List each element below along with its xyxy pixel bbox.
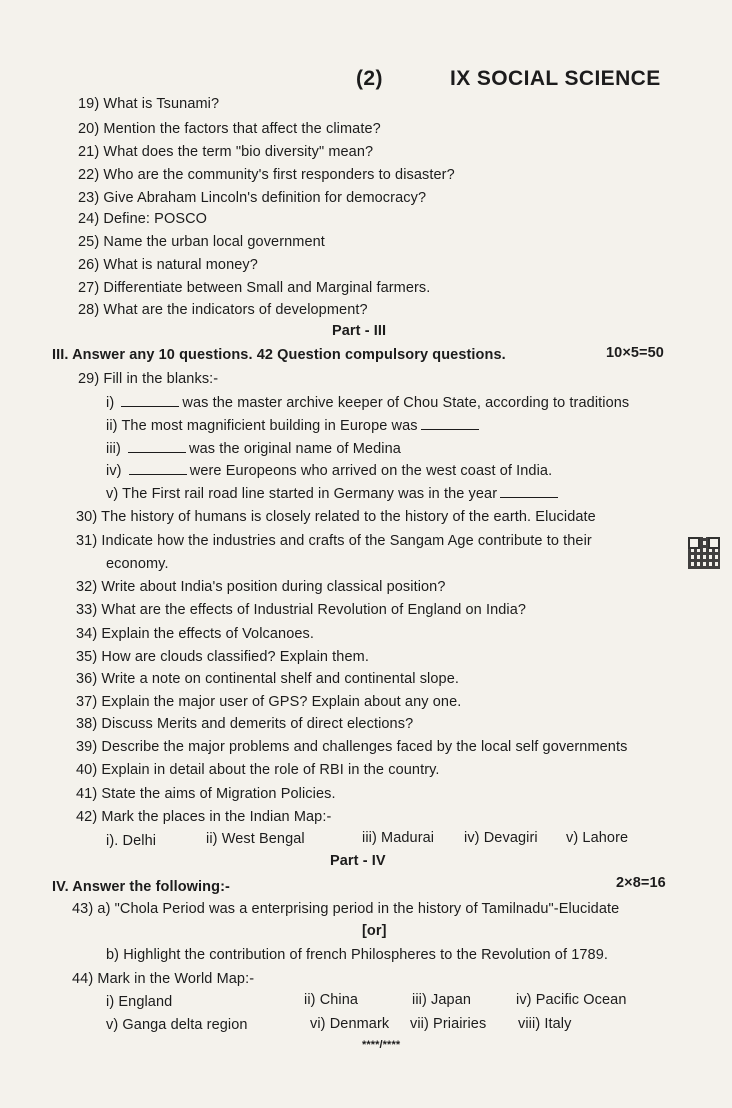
blank-line [121,394,179,407]
question-20: 20) Mention the factors that affect the climate? [78,121,381,137]
or-separator: [or] [362,923,387,939]
part4-instruction: IV. Answer the following:- [52,879,230,895]
question-43a: 43) a) "Chola Period was a enterprising period in the history of Tamilnadu"-Elucidate [72,901,620,917]
fill-blank-iii: iii) was the original name of Medina [106,441,401,457]
map-place: i). Delhi [106,833,157,849]
world-map-place: v) Ganga delta region [106,1017,248,1033]
question-25: 25) Name the urban local government [78,234,325,250]
question-21: 21) What does the term "bio diversity" mean? [78,144,374,160]
part3-title: Part - III [332,323,387,339]
question-43b: b) Highlight the contribution of french Philospheres to the Revolution of 1789. [106,947,609,963]
question-34: 34) Explain the effects of Volcanoes. [76,626,315,642]
question-32: 32) Write about India's position during classical position? [76,579,446,595]
part3-instruction: III. Answer any 10 questions. 42 Question compulsory questions. [52,347,506,363]
end-mark: ****/**** [362,1039,401,1051]
map-place: ii) West Bengal [206,831,305,847]
fill-blank-iv: iv) were Europeons who arrived on the west coast of India. [106,463,553,479]
world-map-place: ii) China [304,992,359,1008]
fill-blank-ii: ii) The most magnificient building in Europe was [106,417,482,435]
part3-marks: 10×5=50 [606,345,664,361]
fill-blank-i: i) was the master archive keeper of Chou State, according to traditions [106,395,630,411]
question-35: 35) How are clouds classified? Explain them. [76,649,369,665]
question-39: 39) Describe the major problems and challenges faced by the local self governments [76,739,628,755]
question-36: 36) Write a note on continental shelf and continental slope. [76,671,459,687]
question-30: 30) The history of humans is closely related to the history of the earth. Elucidate [76,509,596,525]
question-38: 38) Discuss Merits and demerits of direct elections? [76,716,414,732]
question-37: 37) Explain the major user of GPS? Explain about any one. [76,694,462,710]
qr-code-icon [688,537,720,569]
question-31: 31) Indicate how the industries and crafts of the Sangam Age contribute to their [76,533,592,549]
map-place: iii) Madurai [362,830,435,846]
question-23: 23) Give Abraham Lincoln's definition for democracy? [78,190,427,206]
world-map-place: vii) Priairies [410,1016,487,1032]
question-40: 40) Explain in detail about the role of RBI in the country. [76,762,440,778]
fill-blank-v: v) The First rail road line started in Germany was in the year [106,485,561,503]
question-27: 27) Differentiate between Small and Marginal farmers. [78,280,431,296]
question-28: 28) What are the indicators of development? [78,302,368,318]
question-29: 29) Fill in the blanks:- [78,371,219,387]
question-19: 19) What is Tsunami? [78,96,220,112]
blank-line [129,462,187,475]
question-26: 26) What is natural money? [78,257,258,273]
map-place: v) Lahore [566,830,629,846]
world-map-place: iii) Japan [412,992,472,1008]
question-31-continued: economy. [106,556,169,572]
world-map-place: i) England [106,994,173,1010]
question-22: 22) Who are the community's first responders to disaster? [78,167,455,183]
question-41: 41) State the aims of Migration Policies. [76,786,336,802]
subject-title: IX SOCIAL SCIENCE [450,67,661,90]
question-24: 24) Define: POSCO [78,211,208,227]
world-map-place: iv) Pacific Ocean [516,992,627,1008]
map-place: iv) Devagiri [464,830,538,846]
world-map-place: viii) Italy [518,1016,572,1032]
blank-line [421,417,479,430]
blank-line [500,485,558,498]
blank-line [128,440,186,453]
part4-title: Part - IV [330,853,386,869]
part4-marks: 2×8=16 [616,875,666,891]
world-map-place: vi) Denmark [310,1016,390,1032]
question-33: 33) What are the effects of Industrial Revolution of England on India? [76,602,527,618]
question-44: 44) Mark in the World Map:- [72,971,255,987]
page-number: (2) [356,67,383,90]
question-42: 42) Mark the places in the Indian Map:- [76,809,332,825]
